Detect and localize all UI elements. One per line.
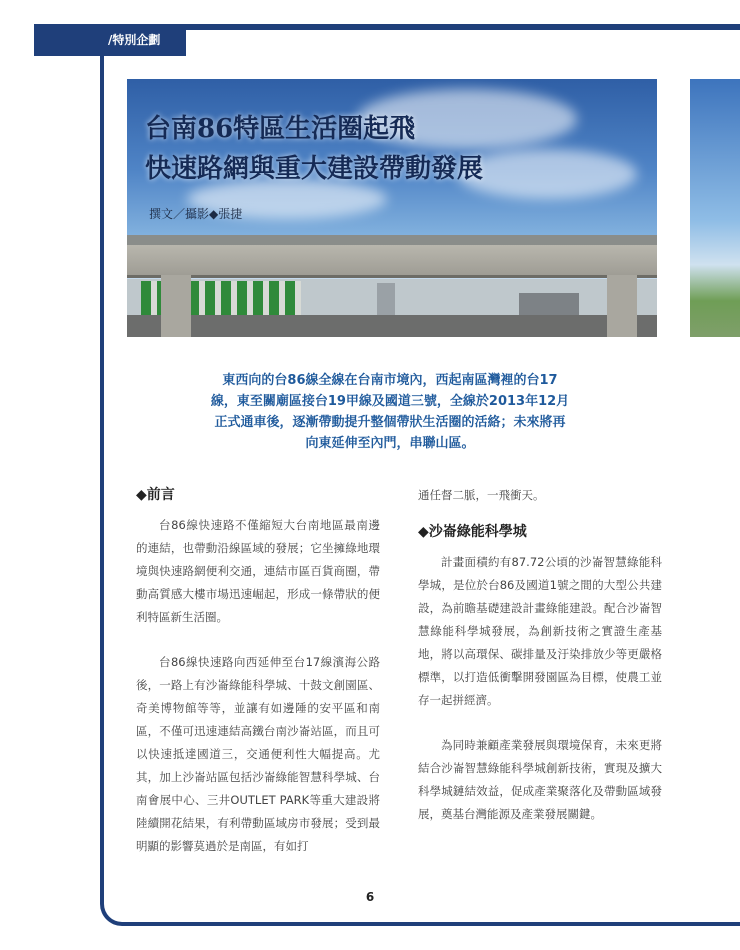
- hero-photo: [127, 79, 657, 337]
- page-number: 6: [365, 890, 375, 904]
- right-column: [418, 484, 662, 826]
- body-paragraph: 台86線快速路向西延伸至台17線濱海公路後，一路上有沙崙綠能科學城、十鼓文創園區、奇美博物館等等，並讓有如邊陲的安平區和南區，不僅可迅速連結高鐵台南沙崙站區，而且可以快速抵達國道三，交通便利性大幅提高。尤其，加上沙崙站區包括沙崙綠能智慧科學城、台南會展中心、三井OUTLET PARK等重大建設將陸續開花結果，有利帶動區域房市發展；受到最明顯的影響莫過於是南區，有如打: [136, 655, 380, 853]
- left-column: [136, 484, 380, 858]
- bridge-pillar: [607, 275, 637, 337]
- intro-paragraph: 東西向的台86線全線在台南市境內，西起南區灣裡的台17線，東至關廟區接台19甲線及國道三號，全線於2013年12月正式通車後，逐漸帶動提升整個帶狀生活圈的活絡；未來將再向東延伸至內門，串聯山區。: [210, 373, 570, 451]
- building-shape: [377, 283, 395, 315]
- body-paragraph: 計畫面積約有87.72公頃的沙崙智慧綠能科學城，是位於台86及國道1號之間的大型公共建設，為前瞻基礎建設計畫綠能建設。配合沙崙智慧綠能科學城發展，為創新技術之實證生產基地，將以高環保、碳排量及汙染排放少等更嚴格標準，以打造低衝擊開發園區為目標，使農工並存一起拼經濟。: [418, 555, 662, 707]
- adjacent-page-photo: [690, 79, 740, 337]
- section-label: /特別企劃: [34, 24, 186, 56]
- road: [127, 315, 657, 337]
- article-title-line2: 快速路網與重大建設帶動發展: [145, 154, 484, 184]
- section-heading-science-city: ◆沙崙綠能科學城: [418, 524, 527, 540]
- cloud-shape: [457, 149, 637, 199]
- building-shape: [519, 293, 579, 317]
- bridge-deck: [127, 245, 657, 278]
- section-heading-intro: ◆前言: [136, 487, 175, 503]
- bridge-pillar: [161, 275, 191, 337]
- article-title: [145, 109, 483, 189]
- continued-text: 通任督二脈，一飛衝天。: [418, 488, 545, 502]
- body-paragraph: 為同時兼顧產業發展與環境保育，未來更將結合沙崙智慧綠能科學城創新技術，實現及擴大科學城鏈結效益，促成產業聚落化及帶動區域發展，奠基台灣能源及產業發展關鍵。: [418, 738, 662, 821]
- article-title-line1: 台南86特區生活圈起飛: [145, 114, 416, 144]
- byline: 撰文／攝影◆張捷: [149, 207, 243, 221]
- body-paragraph: 台86線快速路不僅縮短大台南地區最南邊的連結，也帶動沿線區域的發展；它坐擁綠地環境與快速路網便利交通，連結市區百貨商圈，帶動高質感大樓市場迅速崛起，形成一條帶狀的便利特區新生活圈。: [136, 518, 380, 624]
